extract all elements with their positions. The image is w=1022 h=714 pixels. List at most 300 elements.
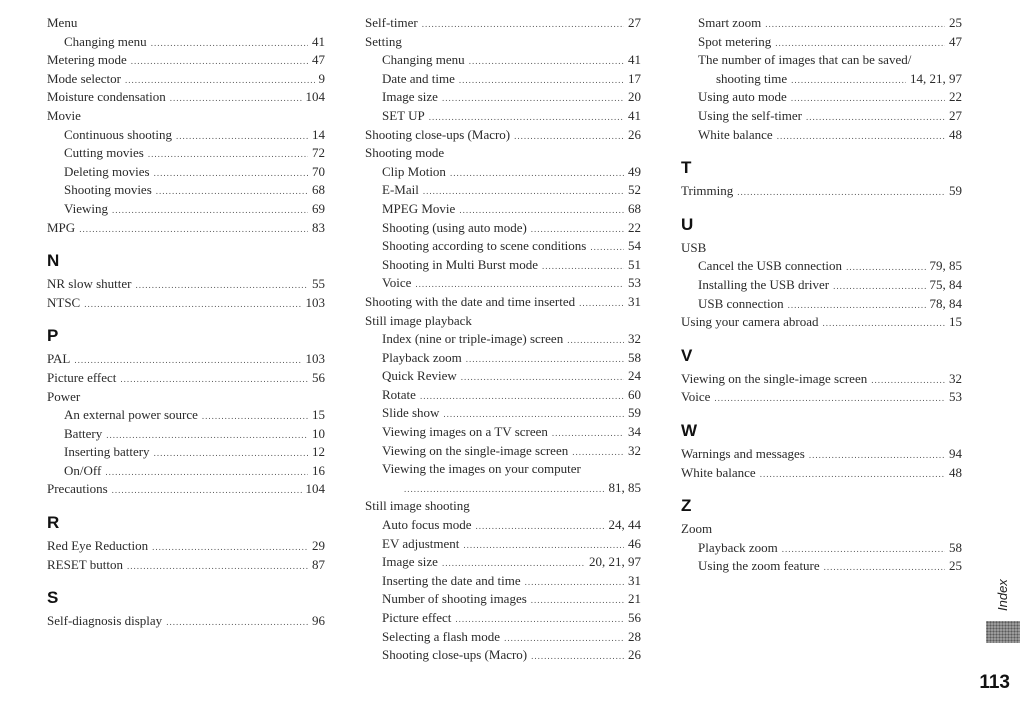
dot-leader [514,127,624,146]
index-entry-term: Changing menu [64,33,147,49]
index-entry-term: Mode selector [47,70,122,86]
index-entry [365,144,641,163]
index-entry-term: Cancel the USB connection [698,258,843,274]
index-entry-term: Trimming [681,183,734,199]
index-entry-term: Index (nine or triple-image) screen [382,331,564,347]
index-entry [365,572,641,591]
index-entry [681,70,962,89]
index-entry-term: Shooting close-ups (Macro) [382,647,528,663]
index-entry-term: USB connection [698,295,784,311]
index-entry-term: Rotate [382,386,416,402]
index-entry-pages: 81, 85 [608,479,641,495]
index-entry-term: Playback zoom [382,349,462,365]
index-entry [681,445,962,464]
index-entry-pages: 31 [628,293,641,309]
index-letter-heading: P [47,326,59,346]
index-entry [47,107,325,126]
index-entry-pages: 70 [312,163,325,179]
dot-leader [823,314,945,333]
index-entry-pages: 32 [628,442,641,458]
dot-leader [567,331,624,350]
dot-leader [112,481,302,500]
dot-leader [760,465,945,484]
dot-leader [791,71,906,90]
index-entry-pages: 104 [305,89,325,105]
index-entry-term: Moisture condensation [47,89,166,105]
index-entry-term: SET UP [382,107,425,123]
dot-leader [552,424,624,443]
index-entry [365,442,641,461]
index-entry-pages: 24 [628,368,641,384]
index-entry [681,539,962,558]
index-entry-pages: 96 [312,613,325,629]
index-entry-term: Viewing on the single-image screen [681,370,868,386]
dot-leader [84,295,301,314]
index-side-tab [984,570,1022,646]
index-entry-pages: 60 [628,386,641,402]
index-entry-pages: 15 [312,407,325,423]
index-entry [47,14,325,33]
index-entry [47,480,325,499]
dot-leader [737,183,945,202]
index-letter-heading: Z [681,496,692,516]
index-entry-term: RESET button [47,556,123,572]
dot-leader [806,108,945,127]
index-entry [47,126,325,145]
index-entry [47,219,325,238]
index-entry-term: Movie [47,107,81,123]
index-entry-pages: 103 [305,294,325,310]
index-entry [365,88,641,107]
dot-leader [442,554,585,573]
index-entry-pages: 22 [949,89,962,105]
index-entry-term: MPG [47,219,76,235]
index-entry-pages: 48 [949,126,962,142]
dot-leader [74,351,301,370]
index-entry-term: Slide show [382,405,440,421]
index-entry-term: Inserting the date and time [382,572,521,588]
index-entry-term: Cutting movies [64,145,144,161]
index-entry [47,275,325,294]
index-entry-pages: 46 [628,535,641,551]
index-entry-pages: 32 [628,331,641,347]
index-entry-term: Viewing on the single-image screen [382,442,569,458]
index-entry-pages: 56 [628,610,641,625]
dot-leader [170,89,302,108]
index-entry [365,609,641,628]
index-entry-term: Selecting a flash mode [382,628,501,644]
index-entry [365,553,641,572]
dot-leader [79,220,308,239]
dot-leader [423,182,624,201]
index-entry [681,295,962,314]
index-entry [681,107,962,126]
dot-leader [106,426,308,445]
index-entry-term: Self-timer [365,15,418,30]
index-entry [365,126,641,145]
index-entry [365,293,641,312]
index-entry-pages: 25 [949,15,962,30]
index-entry [365,516,641,535]
dot-leader [788,296,926,315]
index-entry-term: Picture effect [382,610,452,625]
index-entry [365,70,641,89]
dot-leader [120,370,308,389]
index-entry [47,406,325,425]
dot-leader [154,444,308,463]
dot-leader [459,201,624,220]
index-entry-term: Picture effect [47,369,117,385]
index-entry-pages: 34 [628,424,641,440]
index-entry [681,313,962,332]
index-entry-pages: 79, 85 [929,258,962,274]
index-entry-term: Using your camera abroad [681,314,819,330]
index-entry [365,163,641,182]
index-entry-term: Red Eye Reduction [47,538,149,554]
index-entry-term: MPEG Movie [382,200,456,216]
index-entry-term: Continuous shooting [64,126,172,142]
index-entry-term: White balance [698,126,773,142]
dot-leader [504,629,624,648]
index-entry-pages: 55 [312,276,325,292]
index-entry [365,33,641,52]
index-entry-pages: 47 [949,33,962,49]
index-entry [681,464,962,483]
dot-leader [420,387,624,406]
index-entry-pages: 54 [628,238,641,254]
index-entry-term: Battery [64,425,103,441]
index-entry-pages: 26 [628,647,641,663]
index-entry-pages: 87 [312,556,325,572]
index-entry-pages: 21 [628,591,641,607]
index-entry [47,462,325,481]
index-entry-pages: 58 [949,539,962,555]
index-entry [47,33,325,52]
index-entry-pages: 75, 84 [929,276,962,292]
index-entry-pages: 58 [628,349,641,365]
index-entry-pages: 68 [628,200,641,216]
index-entry [47,163,325,182]
dot-leader [148,145,308,164]
index-entry-term: Power [47,388,81,404]
index-entry [47,70,325,89]
index-letter-heading: U [681,214,694,234]
index-entry-term: Number of shooting images [382,591,527,607]
dot-leader [463,536,624,555]
dot-leader [112,201,308,220]
index-entry-pages: 28 [628,628,641,644]
index-entry-pages: 12 [312,444,325,460]
index-entry [681,239,962,258]
index-entry-pages: 41 [628,52,641,68]
dot-leader [531,647,624,666]
index-entry-pages: 51 [628,256,641,272]
index-entry-term: NR slow shutter [47,276,132,292]
index-entry [681,370,962,389]
index-entry-pages: 27 [628,15,641,30]
index-entry-term: Voice [382,275,412,291]
index-entry [365,460,641,479]
index-entry-pages: 49 [628,163,641,179]
index-entry [365,181,641,200]
index-entry-pages: 26 [628,126,641,142]
index-entry-term: Self-diagnosis display [47,613,163,629]
index-entry-pages: 47 [312,52,325,68]
index-entry-pages: 31 [628,572,641,588]
index-letter-heading: T [681,158,692,178]
dot-leader [775,34,945,53]
index-entry [365,330,641,349]
index-entry-pages: 103 [305,351,325,367]
dot-leader [415,275,624,294]
index-entry-pages: 68 [312,182,325,198]
index-letter-heading: S [47,588,59,608]
index-entry-term: Voice [681,389,711,405]
index-entry-pages: 52 [628,182,641,198]
index-entry-term: Shooting (using auto mode) [382,219,527,235]
index-entry-term: NTSC [47,294,81,310]
index-entry-term: Quick Review [382,368,457,384]
index-letter-heading: V [681,345,693,365]
dot-leader [156,182,308,201]
index-entry-pages: 83 [312,219,325,235]
dot-leader [714,389,945,408]
index-entry [681,88,962,107]
index-entry-pages: 29 [312,538,325,554]
index-entry [47,144,325,163]
dot-leader [476,517,605,536]
index-entry-pages: 104 [305,481,325,497]
dot-leader [127,557,308,576]
index-entry [47,200,325,219]
index-entry-pages: 17 [628,70,641,86]
index-entry [681,257,962,276]
page-number: 113 [979,672,1010,693]
index-column-2 [365,14,641,665]
dot-leader [429,108,624,127]
dot-leader [871,371,945,390]
index-entry-pages: 41 [312,33,325,49]
index-entry [365,219,641,238]
dot-leader [461,368,624,387]
index-entry [365,237,641,256]
index-entry [365,256,641,275]
index-entry-pages: 72 [312,145,325,161]
dot-leader [459,71,624,90]
index-entry-term: Metering mode [47,52,127,68]
index-entry-term: The number of images that can be saved/ [698,52,912,68]
index-entry-term: USB [681,239,707,255]
index-entry-pages: 10 [312,425,325,441]
index-entry-term: Still image playback [365,312,472,328]
index-entry-term: Playback zoom [698,539,778,555]
index-entry [365,646,641,665]
dot-leader [466,350,624,369]
index-entry-term: Inserting battery [64,444,150,460]
index-entry [365,51,641,70]
index-entry-term: Precautions [47,481,108,497]
index-letter-heading: R [47,513,60,533]
index-entry-pages: 94 [949,445,962,461]
index-entry [365,14,641,33]
index-column-3 [681,14,962,576]
index-entry [365,479,641,498]
index-entry-term: Clip Motion [382,163,446,179]
index-entry [47,350,325,369]
index-entry [47,51,325,70]
index-entry-term: Shooting mode [365,145,445,161]
dot-leader [572,443,624,462]
index-entry-pages: 53 [949,389,962,405]
index-entry [681,557,962,576]
index-entry [681,182,962,201]
index-letter-heading: N [47,251,60,271]
index-entry [365,404,641,423]
index-entry-term: Shooting close-ups (Macro) [365,126,511,142]
dot-leader [542,257,624,276]
dot-leader [833,277,925,296]
index-entry-term: Zoom [681,521,713,537]
index-entry [365,200,641,219]
dot-leader [136,276,309,295]
index-entry-term: Date and time [382,70,455,86]
index-entry [47,88,325,107]
dot-leader [131,52,308,71]
dot-leader [791,89,945,108]
dot-leader [105,463,308,482]
index-entry [47,388,325,407]
index-entry-pages: 69 [312,200,325,216]
index-entry-term: PAL [47,351,71,367]
side-tab-label: Index [995,579,1010,611]
index-entry [47,612,325,631]
index-entry-pages: 53 [628,275,641,291]
index-entry-term: Setting [365,33,402,49]
index-entry [681,126,962,145]
dot-leader [442,89,624,108]
index-entry-term: Viewing [64,200,108,216]
index-entry [365,274,641,293]
index-entry-pages: 9 [318,70,325,86]
dot-leader [590,238,624,257]
index-entry-pages: 14 [312,126,325,142]
dot-leader [824,558,945,577]
index-entry-pages: 56 [312,369,325,385]
index-entry [365,367,641,386]
index-entry [681,388,962,407]
index-entry-term: Spot metering [698,33,772,49]
index-entry-term: Shooting movies [64,182,152,198]
index-entry-pages: 41 [628,107,641,123]
index-entry-pages: 78, 84 [929,295,962,311]
dot-leader [455,610,624,629]
dot-leader [469,52,624,71]
dot-leader [202,407,308,426]
index-entry-pages: 59 [949,183,962,199]
index-entry [365,107,641,126]
index-entry-term: Viewing the images on your computer [382,461,581,477]
index-entry [681,14,962,33]
index-entry [365,628,641,647]
index-entry [47,556,325,575]
dot-leader [531,591,624,610]
dot-leader [154,164,308,183]
index-column-1 [47,14,325,631]
index-entry-term: E-Mail [382,182,419,198]
index-entry-pages: 16 [312,462,325,478]
index-entry [47,181,325,200]
index-entry-term: On/Off [64,462,102,478]
index-entry-pages: 24, 44 [608,517,641,533]
dot-leader [525,573,624,592]
index-entry-term: Viewing images on a TV screen [382,424,548,440]
index-entry-term: White balance [681,464,756,480]
index-entry-term: Shooting in Multi Burst mode [382,256,539,272]
side-tab-marker [986,621,1020,643]
index-entry [681,276,962,295]
dot-leader [782,540,945,559]
index-entry-term: Smart zoom [698,15,762,30]
index-entry [47,425,325,444]
dot-leader [404,480,605,499]
index-entry [365,349,641,368]
index-entry [681,51,962,70]
dot-leader [531,220,624,239]
index-entry-term: Still image shooting [365,498,470,514]
dot-leader [765,15,945,34]
index-entry-pages: 25 [949,558,962,574]
index-entry-pages: 15 [949,314,962,330]
dot-leader [579,294,624,313]
index-entry-term: Installing the USB driver [698,276,830,292]
dot-leader [166,613,308,632]
index-entry [47,537,325,556]
index-entry-pages: 20, 21, 97 [589,554,641,570]
dot-leader [152,538,308,557]
index-entry-term: Deleting movies [64,163,150,179]
index-entry [365,312,641,331]
index-entry-term: An external power source [64,407,198,423]
dot-leader [151,34,308,53]
dot-leader [422,15,624,34]
index-entry-term: Shooting with the date and time inserted [365,293,576,309]
index-entry-term: EV adjustment [382,535,460,551]
index-entry-term: shooting time [716,70,788,86]
index-entry-term: Using the self-timer [698,107,802,123]
index-entry-pages: 14, 21, 97 [910,70,962,86]
dot-leader [809,446,945,465]
index-entry [365,386,641,405]
index-entry-term: Auto focus mode [382,517,472,533]
index-entry-term: Image size [382,89,438,105]
index-entry [365,497,641,516]
index-entry-pages: 20 [628,89,641,105]
index-entry-pages: 48 [949,464,962,480]
index-entry [47,369,325,388]
index-entry-pages: 59 [628,405,641,421]
index-entry-pages: 22 [628,219,641,235]
index-entry-pages: 27 [949,107,962,123]
index-entry-pages: 32 [949,370,962,386]
index-entry-term: Changing menu [382,52,465,68]
index-entry-term: Using auto mode [698,89,787,105]
index-entry-term: Menu [47,15,78,30]
dot-leader [125,71,314,90]
index-entry-term: Using the zoom feature [698,558,820,574]
index-entry [681,33,962,52]
index-entry [365,590,641,609]
index-letter-heading: W [681,420,698,440]
